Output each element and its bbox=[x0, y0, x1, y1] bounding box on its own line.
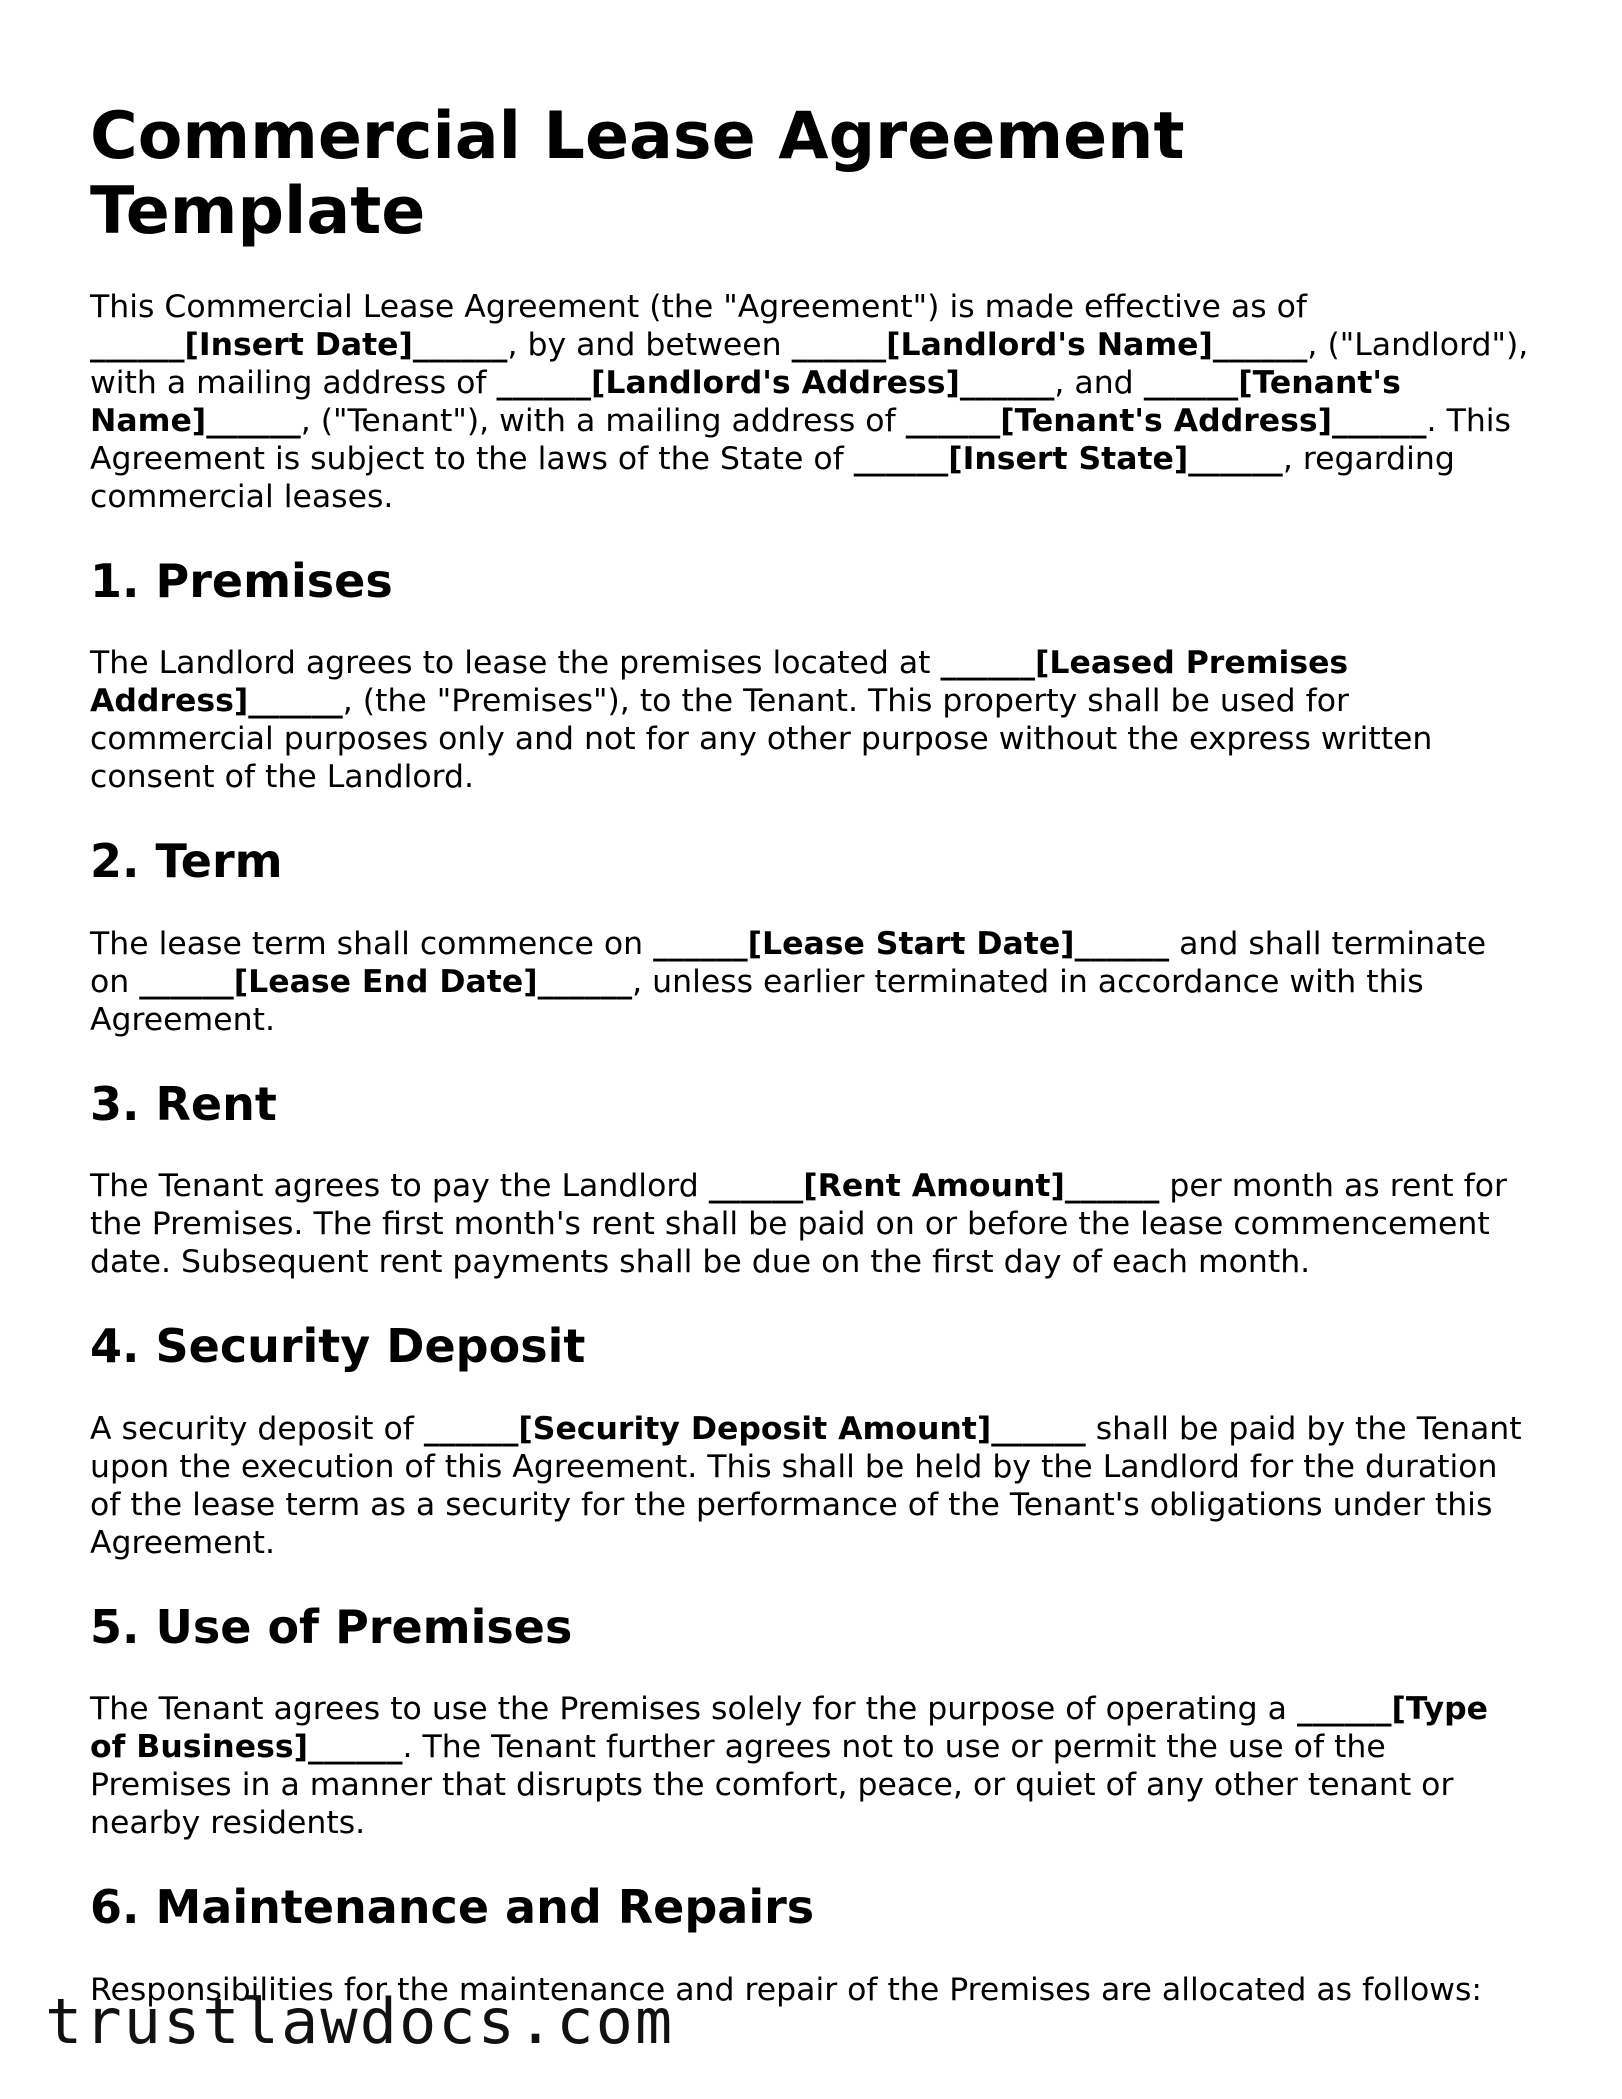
section-text-rent: The Tenant agrees to pay the Landlord ______[Rent Amount]______ per month as rent for the Premises. The first month's rent shall be paid on or before the lease commencement date. Subsequent rent payments shall be due on the first day of each month. bbox=[90, 1168, 1507, 1281]
watermark: trustlawdocs.com bbox=[45, 1985, 675, 2058]
section-heading-term: 2. Term bbox=[90, 834, 283, 889]
field-landlord-address: ______[Landlord's Address]______ bbox=[496, 364, 1055, 401]
section-heading-deposit: 4. Security Deposit bbox=[90, 1319, 586, 1374]
section-heading-maintenance: 6. Maintenance and Repairs bbox=[90, 1880, 815, 1935]
section-text-premises: The Landlord agrees to lease the premises located at ______[Leased Premises Address]______, (the "Premises"), to the Tenant. This property shall be used for commercial purposes only and not for any other purpose without the express written consent of the Landlord. bbox=[90, 645, 1433, 796]
document-page bbox=[90, 100, 1530, 2049]
section-heading-use: 5. Use of Premises bbox=[90, 1599, 573, 1654]
section-text-term: The lease term shall commence on ______[Lease Start Date]______ and shall terminate on ______[Lease End Date]______, unless earlier terminated in accordance with this Agreement. bbox=[90, 925, 1487, 1038]
document-title: Commercial Lease Agreement Template bbox=[90, 99, 1185, 249]
section-text-deposit: A security deposit of ______[Security Deposit Amount]______ shall be paid by the Tenant upon the execution of this Agreement. This shall be held by the Landlord for the duration of the lease term as a security for the performance of the Tenant's obligations under this Agreement. bbox=[90, 1410, 1522, 1561]
field-security-deposit-amount: ______[Security Deposit Amount]______ bbox=[423, 1410, 1086, 1447]
field-lease-start-date: ______[Lease Start Date]______ bbox=[653, 925, 1170, 962]
section-text-use: The Tenant agrees to use the Premises solely for the purpose of operating a ______[Type of Business]______. The Tenant further agrees not to use or permit the use of the Premises in a manner that disrupts the comfort, peace, or quiet of any other tenant or nearby residents. bbox=[90, 1691, 1489, 1842]
field-leased-premises-address: ______[Leased Premises Address]______ bbox=[90, 645, 1349, 720]
field-insert-date: ______[Insert Date]______ bbox=[90, 326, 508, 363]
field-insert-state: ______[Insert State]______ bbox=[853, 440, 1283, 477]
intro-paragraph: This Commercial Lease Agreement (the "Agreement") is made effective as of ______[Insert Date]______, by and between ______[Landlord's Name]______, ("Landlord"), with a mailing address of ______[Landlord's Address]______, and ______[Tenant's Name]______, ("Tenant"), with a mailing address of ______[Tenant's Address]______. This Agreement is subject to the laws of the State of ______[Insert State]______, regarding commercial leases. bbox=[90, 288, 1529, 515]
section-heading-premises: 1. Premises bbox=[90, 553, 393, 608]
section-heading-rent: 3. Rent bbox=[90, 1076, 277, 1131]
field-rent-amount: ______[Rent Amount]______ bbox=[708, 1168, 1160, 1205]
section-text-maintenance: Responsibilities for the maintenance and repair of the Premises are allocated as follows: bbox=[90, 1972, 1483, 2009]
field-lease-end-date: ______[Lease End Date]______ bbox=[139, 963, 633, 1000]
field-tenant-name: ______[Tenant's Name]______ bbox=[90, 364, 1401, 439]
field-landlord-name: ______[Landlord's Name]______ bbox=[791, 326, 1308, 363]
field-type-of-business: ______[Type of Business]______ bbox=[90, 1691, 1489, 1766]
field-tenant-address: ______[Tenant's Address]______ bbox=[905, 402, 1427, 439]
